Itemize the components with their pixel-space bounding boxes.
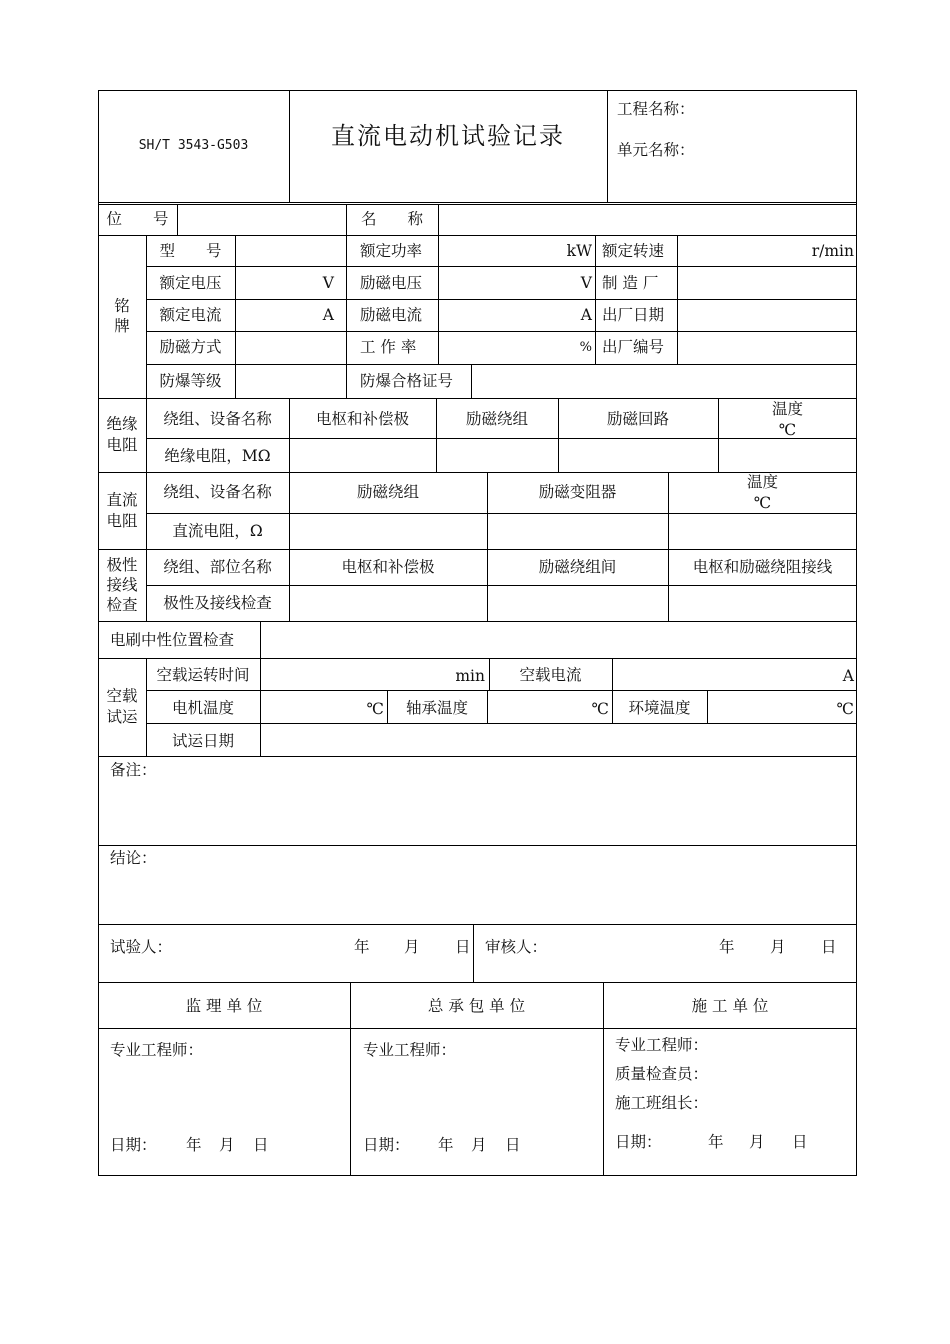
polarity-section-label: 极性 接线 检查 <box>106 556 138 614</box>
remarks-label: 备注： <box>110 761 157 779</box>
factory-date-field[interactable] <box>678 300 857 331</box>
noload-current-label: 空载电流 <box>519 666 582 684</box>
construction-month: 月 <box>749 1133 765 1151</box>
insulation-col-field-circuit: 励磁回路 <box>606 410 669 428</box>
insulation-col-field-winding: 励磁绕组 <box>465 410 528 428</box>
contractor-day: 日 <box>505 1136 521 1154</box>
construction-day: 日 <box>792 1133 808 1151</box>
polarity-col-between-windings: 励磁绕组间 <box>538 558 617 576</box>
factory-no-label: 出厂编号 <box>602 338 665 356</box>
manufacturer-label: 制 造 厂 <box>602 274 659 292</box>
quality-inspector-label: 质量检查员： <box>615 1065 709 1083</box>
polarity-armature-field[interactable] <box>290 586 487 621</box>
brush-position-label: 电刷中性位置检查 <box>110 631 235 649</box>
rated-voltage-field[interactable] <box>236 267 321 299</box>
dc-col-field-winding: 励磁绕组 <box>356 483 419 501</box>
dc-temp-unit: ℃ <box>753 494 772 512</box>
standard-code: SH/T 3543-G503 <box>138 138 249 153</box>
quality-inspector-field[interactable] <box>710 1060 850 1086</box>
insulation-item-label: 绕组、设备名称 <box>163 410 272 428</box>
rated-current-field[interactable] <box>236 300 321 331</box>
work-rate-unit: % <box>579 340 592 355</box>
ex-cert-field[interactable] <box>472 365 857 398</box>
general-contractor-header: 总 承 包 单 位 <box>427 997 526 1015</box>
rated-speed-label: 额定转速 <box>602 242 665 260</box>
rated-speed-field[interactable] <box>678 236 808 266</box>
dc-rheostat-field[interactable] <box>488 514 668 549</box>
dc-item-label: 绕组、设备名称 <box>163 483 272 501</box>
tester-year: 年 <box>354 938 370 956</box>
brush-position-field[interactable] <box>261 622 857 658</box>
bearing-temp-field[interactable] <box>488 691 588 723</box>
excitation-mode-field[interactable] <box>236 332 346 364</box>
dc-resistance-section-label: 直流 电阻 <box>106 491 138 530</box>
rated-power-label: 额定功率 <box>360 242 423 260</box>
insulation-armature-field[interactable] <box>290 439 436 472</box>
tester-day: 日 <box>455 938 471 956</box>
unit-name-label: 单元名称： <box>617 141 695 159</box>
model-label: 型 号 <box>159 242 222 260</box>
insulation-temp-field[interactable] <box>719 439 857 472</box>
insulation-temp-label: 温度 <box>771 400 803 418</box>
construction-date-label: 日期： <box>615 1133 662 1151</box>
dc-temp-label: 温度 <box>746 473 778 491</box>
foreman-field[interactable] <box>710 1089 850 1115</box>
equipment-name-field[interactable] <box>439 205 857 235</box>
noload-current-field[interactable] <box>613 659 833 690</box>
model-field[interactable] <box>236 236 346 266</box>
insulation-field-circuit-field[interactable] <box>559 439 718 472</box>
construction-engineer-label: 专业工程师： <box>615 1036 709 1054</box>
foreman-label: 施工班组长： <box>615 1094 709 1112</box>
contractor-engineer-label: 专业工程师： <box>363 1041 457 1059</box>
polarity-wiring-field[interactable] <box>669 586 857 621</box>
supervision-unit-header: 监 理 单 位 <box>185 997 263 1015</box>
rated-voltage-label: 额定电压 <box>159 274 222 292</box>
rated-power-unit: kW <box>566 242 592 260</box>
motor-temp-label: 电机温度 <box>171 699 234 717</box>
reviewer-signature-field[interactable] <box>550 930 710 960</box>
excitation-voltage-unit: V <box>580 274 592 292</box>
unit-name-field[interactable] <box>698 138 848 162</box>
polarity-item-label: 绕组、部位名称 <box>163 558 272 576</box>
noload-current-unit: A <box>842 667 854 685</box>
tester-signature-field[interactable] <box>173 930 343 960</box>
dc-value-label: 直流电阻，Ω <box>172 522 263 540</box>
construction-engineer-field[interactable] <box>710 1031 850 1057</box>
rated-current-label: 额定电流 <box>159 306 222 324</box>
excitation-voltage-label: 励磁电压 <box>360 274 423 292</box>
dc-col-rheostat: 励磁变阻器 <box>538 483 617 501</box>
reviewer-month: 月 <box>770 938 786 956</box>
excitation-current-unit: A <box>580 306 592 324</box>
nameplate-section-label: 铭 牌 <box>114 297 130 335</box>
supervision-engineer-label: 专业工程师： <box>110 1041 204 1059</box>
dc-temp-field[interactable] <box>669 514 857 549</box>
polarity-between-windings-field[interactable] <box>488 586 668 621</box>
factory-no-field[interactable] <box>678 332 857 364</box>
insulation-temp-unit: ℃ <box>778 421 797 439</box>
rated-speed-unit: r/min <box>811 242 854 260</box>
insulation-col-armature: 电枢和补偿极 <box>315 410 409 428</box>
tester-label: 试验人： <box>110 938 173 956</box>
excitation-mode-label: 励磁方式 <box>159 338 222 356</box>
contractor-engineer-field[interactable] <box>460 1036 595 1062</box>
position-no-label: 位 号 <box>106 210 169 228</box>
excitation-current-label: 励磁电流 <box>360 306 423 324</box>
rated-power-field[interactable] <box>439 236 569 266</box>
ex-grade-field[interactable] <box>236 365 346 398</box>
conclusion-label: 结论： <box>110 849 157 867</box>
supervision-date-label: 日期： <box>110 1136 157 1154</box>
polarity-col-armature: 电枢和补偿极 <box>341 558 435 576</box>
ex-grade-label: 防爆等级 <box>159 372 222 390</box>
test-record-form <box>98 90 857 1176</box>
noload-section-label: 空载 试运 <box>106 687 138 726</box>
construction-unit-header: 施 工 单 位 <box>691 997 769 1015</box>
equipment-name-label: 名 称 <box>360 210 423 228</box>
excitation-voltage-field[interactable] <box>439 267 579 299</box>
insulation-value-label: 绝缘电阻，MΩ <box>164 447 271 465</box>
project-name-label: 工程名称： <box>617 100 695 118</box>
dc-field-winding-field[interactable] <box>290 514 487 549</box>
bearing-temp-label: 轴承温度 <box>405 699 468 717</box>
insulation-section-label: 绝缘 电阻 <box>106 415 138 454</box>
polarity-value-label: 极性及接线检查 <box>163 594 272 612</box>
reviewer-label: 审核人： <box>485 938 548 956</box>
manufacturer-field[interactable] <box>678 267 857 299</box>
rated-voltage-unit: V <box>322 274 334 292</box>
position-no-field[interactable] <box>178 205 346 235</box>
motor-temp-field[interactable] <box>261 691 366 723</box>
remarks-field[interactable] <box>99 780 856 844</box>
noload-run-time-field[interactable] <box>261 659 451 690</box>
project-name-field[interactable] <box>698 97 848 121</box>
trial-date-field[interactable] <box>261 724 857 756</box>
contractor-year: 年 <box>438 1136 454 1154</box>
rated-current-unit: A <box>322 306 334 324</box>
bearing-temp-unit: ℃ <box>591 700 609 718</box>
supervision-year: 年 <box>186 1136 202 1154</box>
reviewer-day: 日 <box>821 938 837 956</box>
supervision-engineer-field[interactable] <box>208 1036 343 1062</box>
factory-date-label: 出厂日期 <box>602 306 665 324</box>
tester-month: 月 <box>404 938 420 956</box>
work-rate-label: 工 作 率 <box>360 338 417 356</box>
supervision-month: 月 <box>219 1136 235 1154</box>
noload-run-time-label: 空载运转时间 <box>156 666 250 684</box>
excitation-current-field[interactable] <box>439 300 579 331</box>
motor-temp-unit: ℃ <box>366 700 384 718</box>
contractor-date-label: 日期： <box>363 1136 410 1154</box>
ambient-temp-field[interactable] <box>708 691 833 723</box>
noload-run-time-unit: min <box>455 667 485 685</box>
work-rate-field[interactable] <box>439 332 579 364</box>
supervision-day: 日 <box>253 1136 269 1154</box>
form-title: 直流电动机试验记录 <box>331 122 565 150</box>
polarity-col-wiring: 电枢和励磁绕阻接线 <box>692 558 833 576</box>
ambient-temp-unit: ℃ <box>836 700 854 718</box>
trial-date-label: 试运日期 <box>171 732 234 750</box>
construction-year: 年 <box>708 1133 724 1151</box>
ambient-temp-label: 环境温度 <box>628 699 691 717</box>
insulation-field-winding-field[interactable] <box>437 439 558 472</box>
contractor-month: 月 <box>471 1136 487 1154</box>
conclusion-field[interactable] <box>99 868 856 923</box>
ex-cert-label: 防爆合格证号 <box>360 372 454 390</box>
reviewer-year: 年 <box>719 938 735 956</box>
